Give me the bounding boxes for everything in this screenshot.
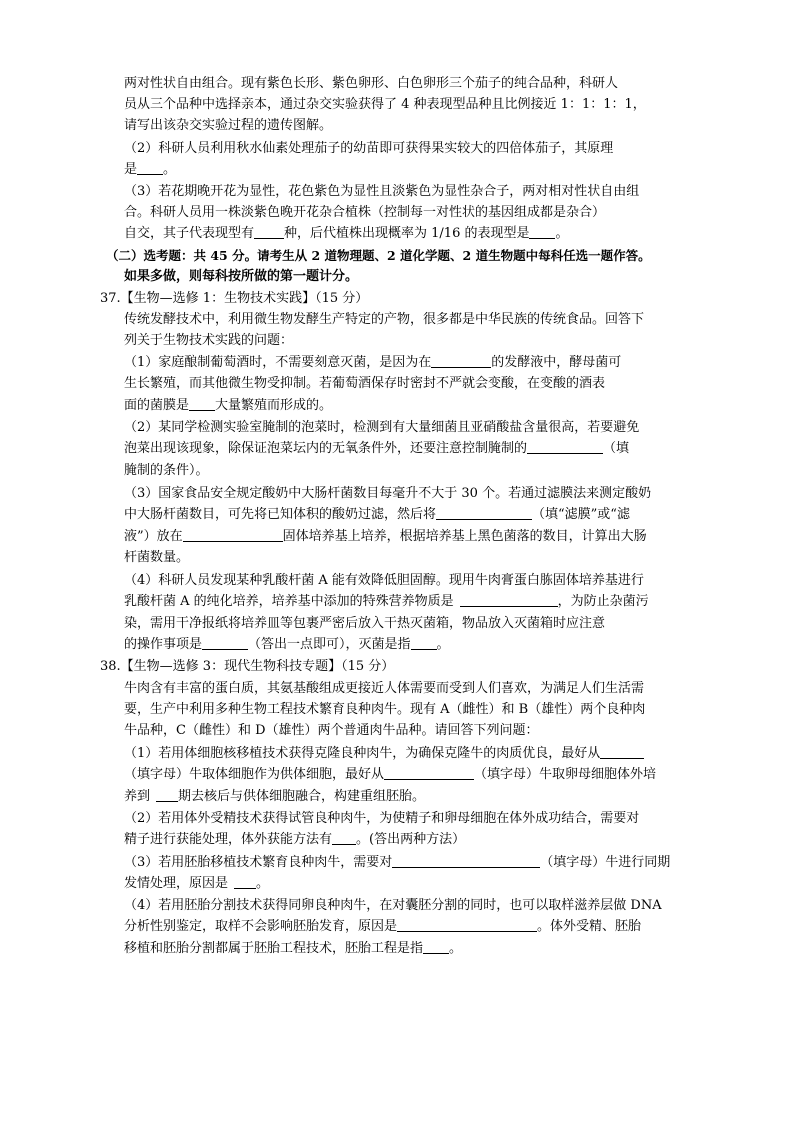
section2-line-2: 如果多做，则每科按所做的第一题计分。 [124,269,359,284]
q38-p4-line-2 [124,919,641,936]
answer-blank[interactable] [137,162,163,175]
section2-line-1: （二）选考题：共 45 分。请考生从 2 道物理题、2 道化学题、2 道生物题中每科任选一题作答。 [106,248,651,263]
text: （3）若用胚胎移植技术繁育良种肉牛，需要对 [124,855,393,870]
q38-intro-2: 要，生产中利用多种生物工程技术繁育良种肉牛。现有 A（雌性）和 B（雄性）两个良种肉 [124,702,646,717]
answer-blank[interactable] [234,876,256,889]
q37-p4-line-3: 染，需用干净报纸将培养皿等包裹严密后放入干热灭菌箱，物品放入灭菌箱时应注意 [124,616,606,631]
text: 。 [449,941,463,956]
part1-q3-line-3 [124,226,569,243]
part1-q2-line-2 [124,162,176,179]
text: 精子进行获能处理，体外获能方法有 [124,832,333,847]
q37-p3-line-1: （3）国家食品安全规定酸奶中大肠杆菌数目每毫升不大于 30 个。若通过滤膜法来测定酸奶 [124,486,652,501]
q38-p2-line-2 [124,832,465,849]
q37-p2-line-2 [124,441,629,458]
q38-p1-line-2 [124,767,656,784]
part1-q2-line-1: （2）科研人员利用秋水仙素处理茄子的幼苗即可获得果实较大的四倍体茄子，其原理 [124,141,614,156]
text: （填字母）牛取体细胞作为供体细胞，最好从 [124,767,385,782]
answer-blank[interactable] [397,919,537,932]
q38-p4-line-1: （4）若用胚胎分割技术获得同卵良种肉牛，在对囊胚分割的同时，也可以取样滋养层做 DNA [124,898,662,913]
text: 。体外受精、胚胎 [537,919,642,934]
q37-p1-line-3 [124,398,332,415]
q37-intro-2: 列关于生物技术实践的问题： [124,333,294,348]
q38-p4-line-3 [124,941,462,958]
answer-blank[interactable] [411,637,437,650]
answer-blank[interactable] [529,226,555,239]
text: （1）家庭酿制葡萄酒时，不需要刻意灭菌，是因为在 [124,355,432,370]
part1-line-2: 员从三个品种中选择亲本，通过杂交实验获得了 4 种表现型品种且比例接近 1：1：1：1， [124,97,646,112]
answer-blank[interactable] [254,226,284,239]
text: 分析性别鉴定，取样不会影响胚胎发育，原因是 [124,919,398,934]
text: 是 [124,162,138,177]
q37-p2-line-1: （2）某同学检测实验室腌制的泡菜时，检测到有大量细菌且亚硝酸盐含量很高，若要避免 [124,420,640,435]
text: （填 [603,441,630,456]
q37-intro-1: 传统发酵技术中，利用微生物发酵生产特定的产物，很多都是中华民族的传统食品。回答下 [124,312,645,327]
q38-intro-3: 牛品种，C（雌性）和 D（雄性）两个普通肉牛品种。请回答下列问题： [124,723,539,738]
text: ，为防止杂菌污 [557,594,649,609]
answer-blank[interactable] [527,441,603,454]
answer-blank[interactable] [202,637,248,650]
q38-p1-line-3 [124,789,425,806]
answer-blank[interactable] [332,832,356,845]
q38-p3-line-2 [124,876,269,893]
text: （1）若用体细胞核移植技术获得克隆良种肉牛，为确保克隆牛的肉质优良，最好从 [124,746,601,761]
text: 液”）放在 [124,529,183,544]
text: 。 [163,162,177,177]
text: 的操作事项是 [124,637,203,652]
part1-q3-line-2: 合。科研人员用一株淡紫色晚开花杂合植株（控制每一对性状的基因组成都是杂合） [124,205,606,220]
q37-p1-line-2: 生长繁殖，而其他微生物受抑制。若葡萄酒保存时密封不严就会变酸，在变酸的酒表 [124,376,606,391]
answer-blank[interactable] [423,941,449,954]
text: 大量繁殖而形成的。 [215,398,333,413]
q37-p4-line-2 [124,594,649,611]
q37-p4-line-4 [124,637,450,654]
q37-p3-line-2 [124,507,630,524]
text: 移植和胚胎分割都属于胚胎工程技术，胚胎工程是指 [124,941,424,956]
q38-intro-1: 牛肉含有丰富的蛋白质，其氨基酸组成更接近人体需要而受到人们喜欢，为满足人们生活需 [124,681,645,696]
answer-blank[interactable] [600,746,644,759]
answer-blank[interactable] [183,529,283,542]
text: 。 [256,876,270,891]
q37-header: 37.【生物—选修 1：生物技术实践】（15 分） [100,291,369,306]
text: （填字母）牛进行同期 [540,855,671,870]
text: 发情处理，原因是 [124,876,229,891]
text: 自交，其子代表现型有 [124,226,255,241]
text: 养到 [124,789,151,804]
text: 固体培养基上培养，根据培养基上黑色菌落的数目，计算出大肠 [282,529,647,544]
text: （填字母）牛取卵母细胞体外培 [474,767,657,782]
answer-blank[interactable] [392,855,540,868]
text: 中大肠杆菌数目，可先将已知体积的酸奶过滤，然后将 [124,507,437,522]
q38-p2-line-1: （2）若用体外受精技术获得试管良种肉牛，为使精子和卵母细胞在体外成功结合，需要对 [124,811,640,826]
answer-blank[interactable] [431,355,491,368]
answer-blank[interactable] [189,398,215,411]
text: 泡菜出现该现象，除保证泡菜坛内的无氧条件外，还要注意控制腌制的 [124,441,528,456]
q37-p3-line-4: 杆菌数量。 [124,550,190,565]
text: （答出一点即可），灭菌是指 [248,637,411,652]
text: 。 [436,637,450,652]
text: 种，后代植株出现概率为 1/16 的表现型是 [284,226,530,241]
text: 。(答出两种方法） [356,832,466,847]
text: （填“滤膜”或“滤 [532,507,630,522]
answer-blank[interactable] [460,594,558,607]
q38-header: 38.【生物—选修 3：现代生物科技专题】（15 分） [100,659,395,674]
text: 的发酵液中，酵母菌可 [491,355,622,370]
part1-q3-line-1: （3）若花期晚开花为显性，花色紫色为显性且淡紫色为显性杂合子，两对相对性状自由组 [124,184,640,199]
answer-blank[interactable] [436,507,532,520]
q38-p3-line-1 [124,855,670,872]
q38-p1-line-1 [124,746,644,763]
part1-line-3: 请写出该杂交实验过程的遗传图解。 [124,118,333,133]
q37-p2-line-3: 腌制的条件）。 [124,463,209,478]
q37-p3-line-3 [124,529,647,546]
answer-blank[interactable] [156,789,178,802]
text: 面的菌膜是 [124,398,190,413]
text: 。 [555,226,569,241]
part1-line-1: 两对性状自由组合。现有紫色长形、紫色卵形、白色卵形三个茄子的纯合品种，科研人 [124,76,619,91]
text: 乳酸杆菌 A 的纯化培养，培养基中添加的特殊营养物质是 [124,594,454,609]
text: 期去核后与供体细胞融合，构建重组胚胎。 [178,789,426,804]
q37-p4-line-1: （4）科研人员发现某种乳酸杆菌 A 能有效降低胆固醇。现用牛肉膏蛋白胨固体培养基进行 [124,573,644,588]
q37-p1-line-1 [124,355,621,372]
answer-blank[interactable] [384,767,474,780]
